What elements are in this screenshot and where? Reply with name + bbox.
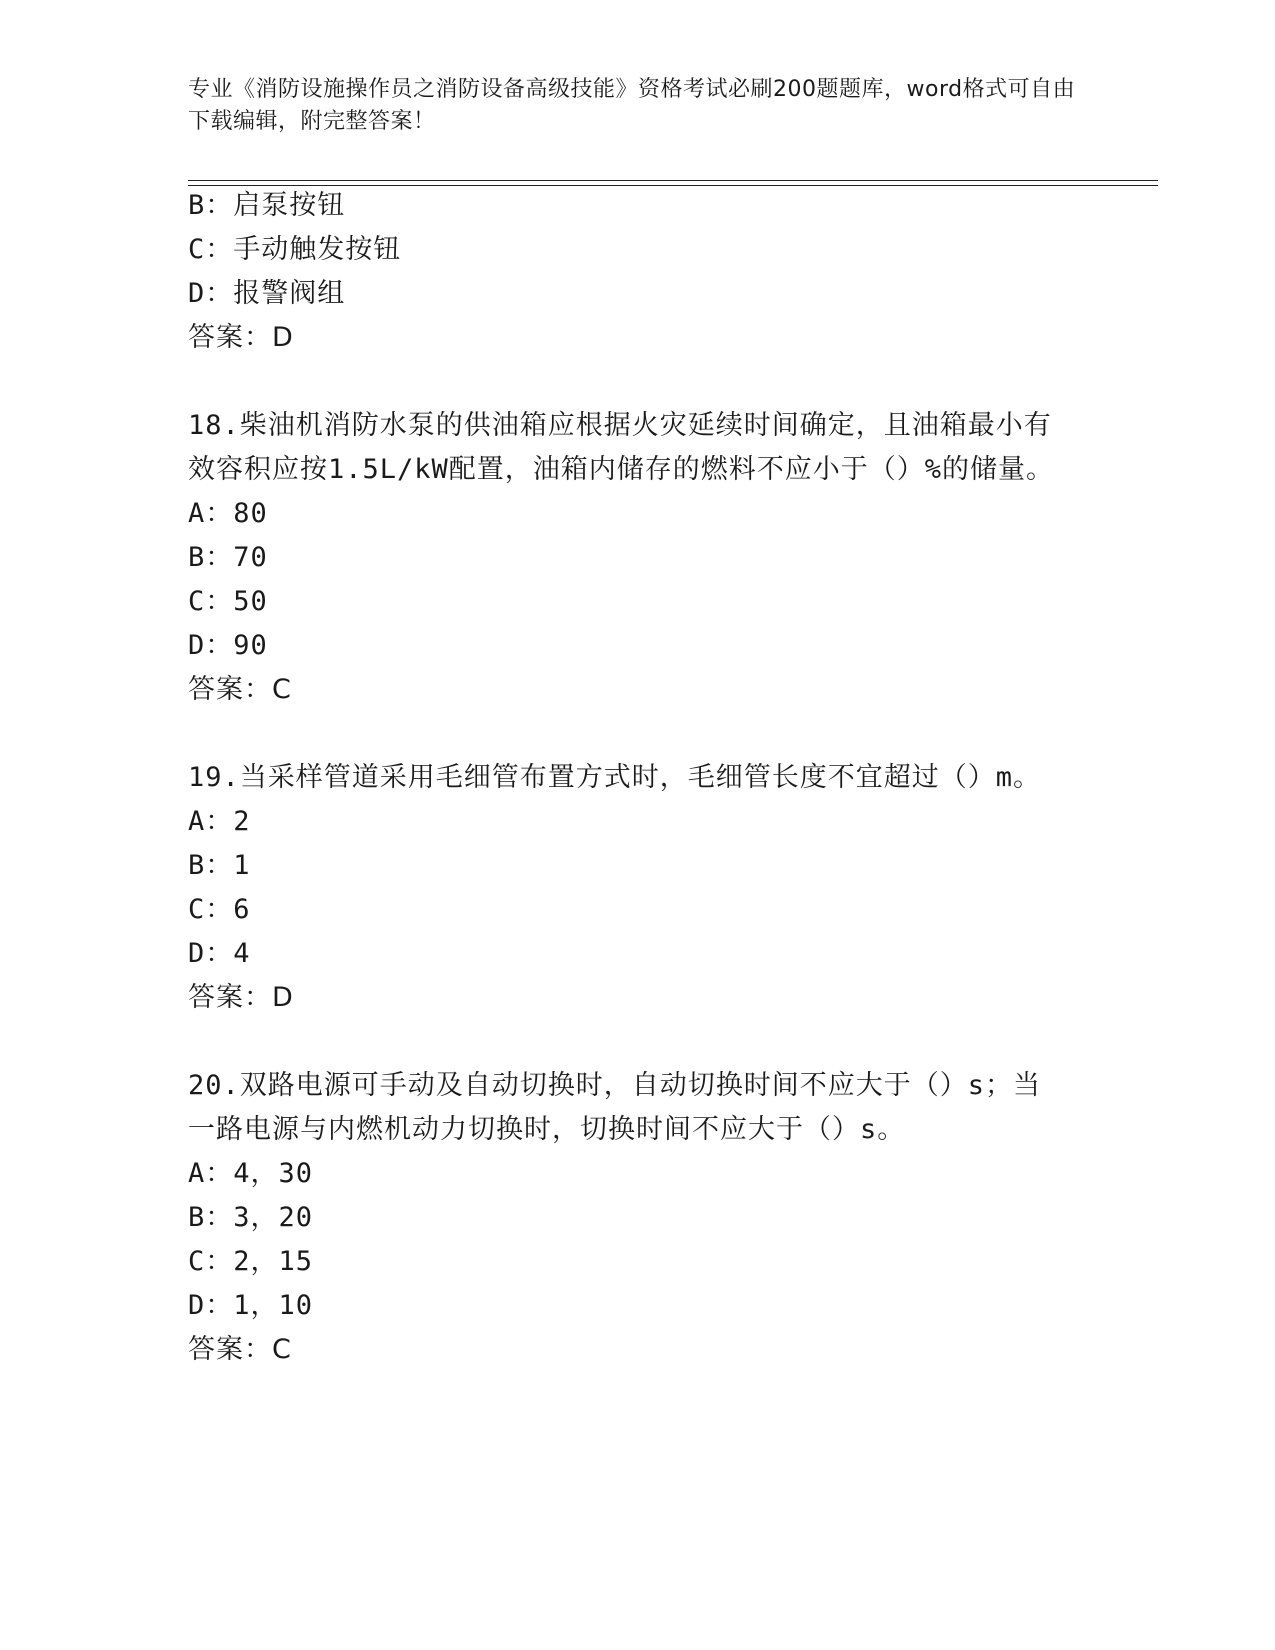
- option-c: C：50: [188, 586, 268, 617]
- question-stem: 效容积应按1.5L/kW配置，油箱内储存的燃料不应小于（）%的储量。: [188, 454, 1055, 485]
- header-divider-top: [188, 180, 1158, 181]
- option-b: B：启泵按钮: [188, 190, 346, 221]
- option-c: C：手动触发按钮: [188, 234, 402, 265]
- answer-text: 答案：D: [188, 982, 294, 1013]
- option-d: D：1，10: [188, 1290, 314, 1321]
- option-b: B：1: [188, 850, 251, 881]
- option-c: C：6: [188, 894, 251, 925]
- question-stem: 20.双路电源可手动及自动切换时，自动切换时间不应大于（）s；当: [188, 1070, 1042, 1101]
- question-stem: 18.柴油机消防水泵的供油箱应根据火灾延续时间确定，且油箱最小有: [188, 410, 1052, 441]
- answer-text: 答案：D: [188, 322, 294, 353]
- header-divider-bottom: [188, 185, 1158, 186]
- option-a: A：4，30: [188, 1158, 314, 1189]
- option-d: D：90: [188, 630, 268, 661]
- option-a: A：80: [188, 498, 268, 529]
- option-d: D：4: [188, 938, 251, 969]
- option-b: B：3，20: [188, 1202, 314, 1233]
- option-c: C：2，15: [188, 1246, 314, 1277]
- option-a: A：2: [188, 806, 251, 837]
- document-header: 专业《消防设施操作员之消防设备高级技能》资格考试必刷200题题库，word格式可自由下载编辑，附完整答案！: [188, 77, 1076, 134]
- option-d: D：报警阀组: [188, 278, 346, 309]
- answer-text: 答案：C: [188, 674, 292, 705]
- question-stem: 一路电源与内燃机动力切换时，切换时间不应大于（）s。: [188, 1114, 906, 1145]
- option-b: B：70: [188, 542, 268, 573]
- question-stem: 19.当采样管道采用毛细管布置方式时，毛细管长度不宜超过（）m。: [188, 762, 1042, 793]
- answer-text: 答案：C: [188, 1334, 292, 1365]
